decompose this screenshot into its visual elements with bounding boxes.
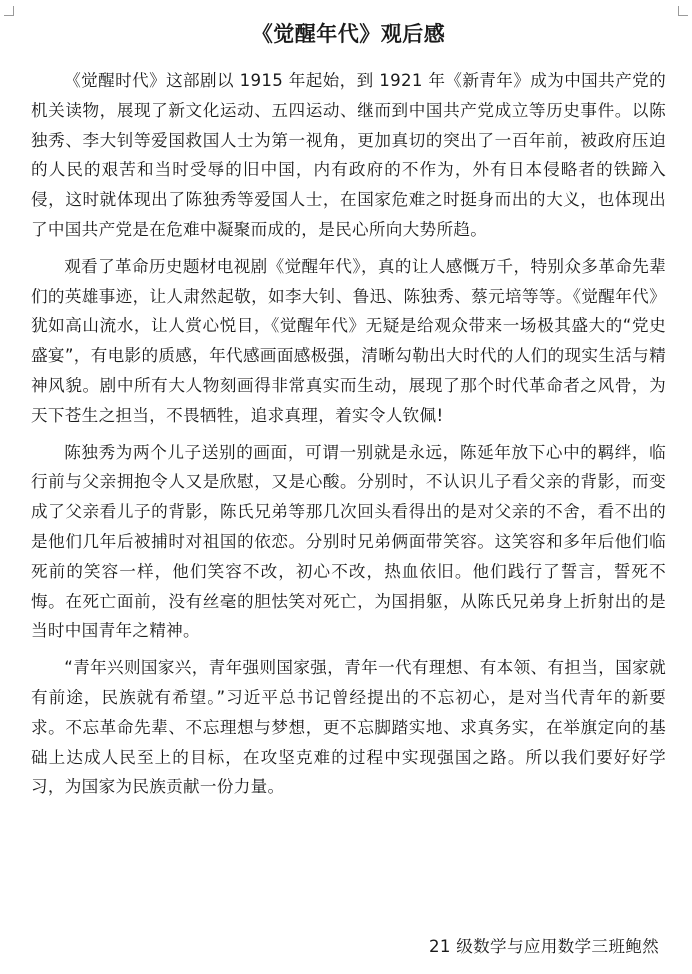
paragraph-1: 《觉醒时代》这部剧以 1915 年起始，到 1921 年《新青年》成为中国共产党的机关读物，展现了新文化运动、五四运动、继而到中国共产党成立等历史事件。以陈独秀、李大钊等爱国救国人士为第一视角，更加真切的突出了一百年前，被政府压迫的人民的艰苦和当时受辱的旧中国，内有政府的不作为，外有日本侵略者的铁蹄入侵，这时就体现出了陈独秀等爱国人士，在国家危难之时挺身而出的大义，也体现出了中国共产党是在危难中凝聚而成的，是民心所向大势所趋。: [31, 71, 666, 239]
paragraph-4: “青年兴则国家兴，青年强则国家强，青年一代有理想、有本领、有担当，国家就有前途，民族就有希望。”习近平总书记曾经提出的不忘初心，是对当代青年的新要求。不忘革命先辈、不忘理想与梦想，更不忘脚踏实地、求真务实，在举旗定向的基础上达成人民至上的目标，在攻坚克难的过程中实现强国之路。所以我们要好好学习，为国家为民族贡献一份力量。: [31, 658, 666, 797]
document-title: 《觉醒年代》观后感: [251, 22, 446, 46]
paragraph-3: 陈独秀为两个儿子送别的画面，可谓一别就是永远，陈延年放下心中的羁绊，临行前与父亲拥抱令人又是欣慰，又是心酸。分别时，不认识儿子看父亲的背影，而变成了父亲看儿子的背影，陈氏兄弟等那几次回头看得出的是对父亲的不舍，看不出的是他们几年后被捕时对祖国的依恋。分别时兄弟俩面带笑容。这笑容和多年后他们临死前的笑容一样，他们笑容不改，初心不改，热血依旧。他们践行了誓言，誓死不悔。在死亡面前，没有丝毫的胆怯笑对死亡，为国捐躯，从陈氏兄弟身上折射出的是当时中国青年之精神。: [31, 442, 666, 641]
paragraph-2: 观看了革命历史题材电视剧《觉醒年代》，真的让人感慨万千，特别众多革命先辈们的英雄事迹，让人肃然起敬，如李大钊、鲁迅、陈独秀、蔡元培等等。《觉醒年代》犹如高山流水，让人赏心悦目，《觉醒年代》无疑是给观众带来一场极其盛大的“党史盛宴”，有电影的质感，年代感画面感极强，清晰勾勒出大时代的人们的现实生活与精神风貌。剧中所有大人物刻画得非常真实而生动，展现了那个时代革命者之风骨，为天下苍生之担当，不畏牺牲，追求真理，着实令人钦佩!: [31, 256, 666, 425]
document-body: [31, 66, 666, 802]
author-signature: 21 级数学与应用数学三班鲍然: [428, 937, 659, 956]
page-corner-mark-top-right: [678, 6, 688, 16]
page-corner-mark-top-left: [4, 6, 14, 16]
